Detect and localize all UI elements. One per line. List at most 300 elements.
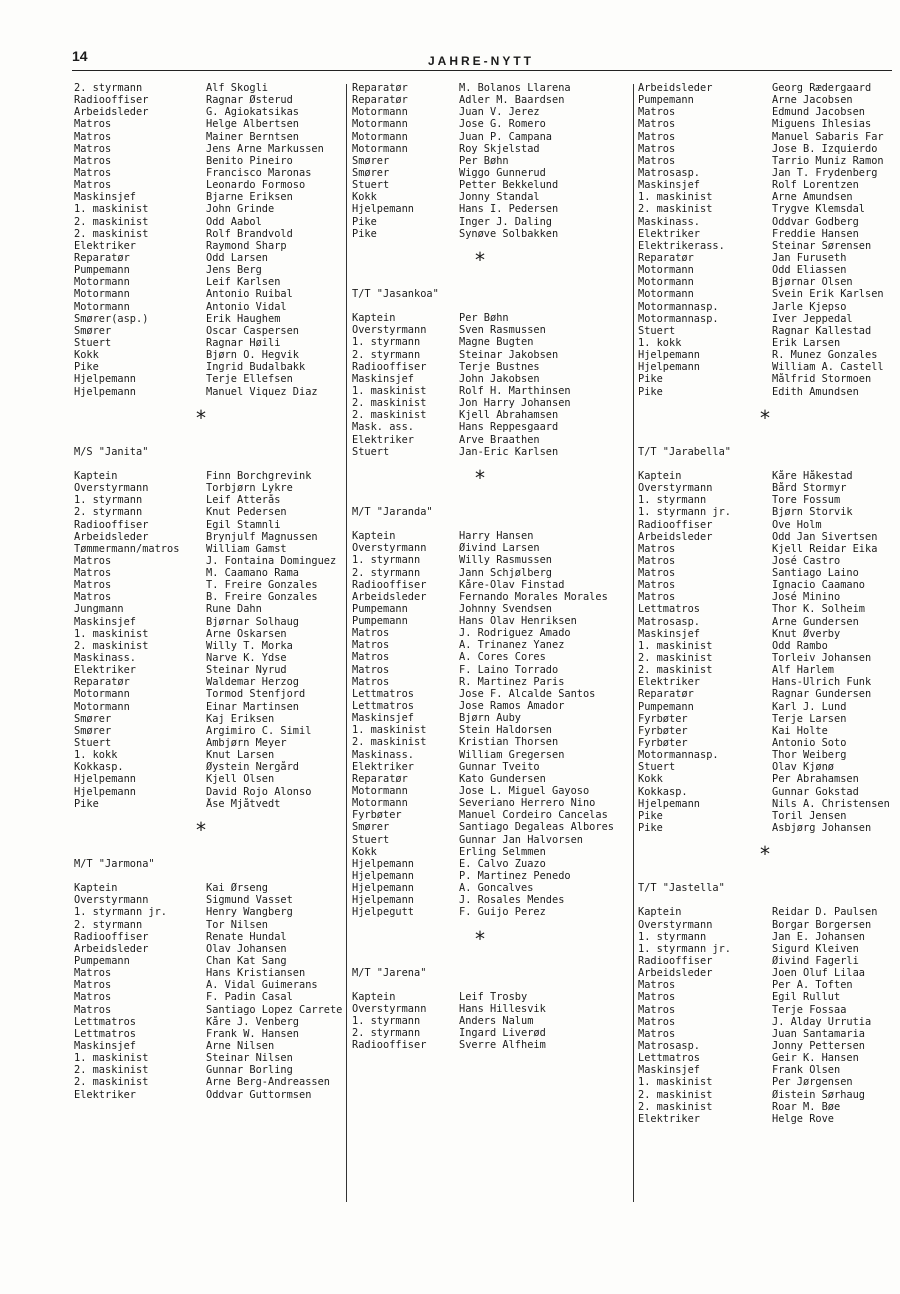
- crew-row: [638, 955, 894, 967]
- section-separator: [74, 398, 346, 446]
- crew-name: Kristian Thorsen: [459, 736, 559, 749]
- crew-row: [638, 313, 894, 325]
- crew-row: [638, 373, 894, 385]
- crew-name: Bjørn Storvik: [772, 506, 853, 519]
- crew-row: [74, 786, 346, 798]
- crew-row: [352, 361, 637, 373]
- crew-name: Iver Jeppedal: [772, 312, 853, 325]
- crew-role: Elektriker: [638, 1112, 700, 1125]
- crew-row: [74, 931, 346, 943]
- crew-role: Overstyrmann: [74, 482, 149, 495]
- column-divider: [346, 84, 347, 1202]
- crew-row: [638, 543, 894, 555]
- crew-role: 1. kokk: [74, 749, 118, 762]
- crew-role: 1. styrmann: [352, 1015, 421, 1028]
- crew-role: Reparatør: [352, 772, 408, 785]
- crew-row: [638, 203, 894, 215]
- crew-name: John Grinde: [206, 203, 275, 216]
- crew-name: Sigmund Vasset: [206, 894, 293, 907]
- crew-name: Helge Rove: [772, 1112, 834, 1125]
- crew-row: [638, 506, 894, 518]
- crew-row: [352, 736, 637, 748]
- crew-name: Terje Larsen: [772, 712, 847, 725]
- crew-row: [74, 991, 346, 1003]
- crew-row: [74, 640, 346, 652]
- crew-name: Arne Amundsen: [772, 191, 853, 204]
- crew-name: Petter Bekkelund: [459, 179, 559, 192]
- crew-name: Sven Rasmussen: [459, 324, 546, 337]
- crew-row: [352, 421, 637, 433]
- crew-role: 2. maskinist: [352, 736, 427, 749]
- crew-row: [352, 373, 637, 385]
- crew-role: 2. maskinist: [638, 1088, 713, 1101]
- crew-row: [74, 1004, 346, 1016]
- crew-row: [74, 228, 346, 240]
- crew-row: [74, 494, 346, 506]
- crew-role: Maskinass.: [352, 748, 414, 761]
- crew-role: Arbeidsleder: [352, 590, 427, 603]
- crew-row: [352, 434, 637, 446]
- crew-name: Jose G. Romero: [459, 118, 546, 131]
- spacer: [352, 979, 637, 991]
- crew-role: Kokk: [74, 349, 99, 362]
- crew-row: [74, 1052, 346, 1064]
- crew-name: Jan E. Johansen: [772, 930, 865, 943]
- spacer: [74, 458, 346, 470]
- crew-name: Rolf Brandvold: [206, 227, 293, 240]
- crew-role: Radiooffiser: [638, 955, 713, 967]
- crew-name: Brynjulf Magnussen: [206, 530, 318, 543]
- crew-name: Erling Selmmen: [459, 845, 546, 858]
- crew-name: Per Bøhn: [459, 312, 509, 325]
- crew-name: Torbjørn Lykre: [206, 482, 293, 495]
- crew-name: Jose L. Miguel Gayoso: [459, 785, 590, 798]
- crew-name: R. Martinez Paris: [459, 675, 565, 688]
- crew-row: [352, 761, 637, 773]
- crew-name: Finn Borchgrevink: [206, 469, 312, 482]
- crew-row: [352, 773, 637, 785]
- crew-role: Motormannasp.: [638, 749, 719, 762]
- crew-row: [638, 688, 894, 700]
- crew-role: 2. styrmann: [74, 506, 143, 519]
- crew-name: Arne Gundersen: [772, 615, 859, 628]
- crew-role: Hjelpemann: [638, 349, 700, 362]
- crew-name: Joen Oluf Lilaa: [772, 967, 865, 980]
- crew-row: [638, 167, 894, 179]
- crew-name: Steinar Jakobsen: [459, 348, 559, 361]
- crew-name: David Rojo Alonso: [206, 785, 312, 798]
- crew-name: Alf Skogli: [206, 82, 268, 94]
- crew-row: [74, 603, 346, 615]
- crew-name: T. Freire Gonzales: [206, 579, 318, 592]
- crew-name: Arne Nilsen: [206, 1039, 275, 1052]
- crew-role: 2. maskinist: [74, 639, 149, 652]
- crew-row: [638, 616, 894, 628]
- crew-role: Motormann: [352, 797, 408, 810]
- crew-row: [352, 639, 637, 651]
- crew-name: Rolf H. Marthinsen: [459, 384, 571, 397]
- crew-name: José Minino: [772, 591, 841, 604]
- crew-row: [638, 82, 894, 94]
- crew-name: Antonio Soto: [772, 737, 847, 750]
- crew-name: Terje Fossaa: [772, 1003, 847, 1016]
- crew-name: Kaj Eriksen: [206, 712, 275, 725]
- crew-name: Gunnar Tveito: [459, 760, 540, 773]
- crew-name: Svein Erik Karlsen: [772, 288, 884, 301]
- crew-role: Fyrbøter: [352, 809, 402, 822]
- crew-row: [638, 1016, 894, 1028]
- crew-role: 1. maskinist: [352, 384, 427, 397]
- crew-row: [638, 591, 894, 603]
- crew-row: [352, 579, 637, 591]
- crew-name: Kjell Reidar Eika: [772, 542, 878, 555]
- crew-role: Overstyrmann: [352, 542, 427, 555]
- crew-row: [74, 761, 346, 773]
- crew-row: [352, 94, 637, 106]
- ship-name: T/T "Jarabella": [638, 445, 731, 458]
- crew-role: Maskinass.: [638, 215, 700, 228]
- crew-row: [74, 652, 346, 664]
- crew-role: Stuert: [352, 179, 390, 192]
- column-1: [74, 82, 346, 1101]
- crew-role: Radiooffiser: [74, 518, 149, 531]
- crew-name: Einar Martinsen: [206, 700, 299, 713]
- crew-name: Odd Jan Sivertsen: [772, 530, 878, 543]
- crew-name: Jose B. Izquierdo: [772, 142, 878, 155]
- crew-row: [74, 713, 346, 725]
- crew-row: [638, 470, 894, 482]
- crew-role: Fyrbøter: [638, 737, 688, 750]
- section-separator: [352, 240, 637, 288]
- crew-row: [638, 749, 894, 761]
- crew-role: Kaptein: [74, 882, 118, 895]
- crew-name: Arne Berg-Andreassen: [206, 1076, 330, 1089]
- ship-name: T/T "Jastella": [638, 882, 725, 895]
- crew-row: [638, 106, 894, 118]
- crew-role: Elektrikerass.: [638, 239, 725, 252]
- crew-role: Maskinsjef: [638, 1064, 700, 1077]
- crew-name: Ragnar Gundersen: [772, 688, 872, 701]
- crew-name: Benito Pineiro: [206, 154, 293, 167]
- crew-name: Edith Amundsen: [772, 385, 859, 398]
- crew-name: Bjørn Auby: [459, 712, 521, 725]
- crew-row: [74, 361, 346, 373]
- crew-role: Smører: [74, 712, 112, 725]
- crew-role: Reparatør: [352, 82, 408, 94]
- crew-row: [638, 240, 894, 252]
- crew-role: Pumpemann: [638, 700, 694, 713]
- crew-role: Hjelpemann: [638, 361, 700, 374]
- crew-role: Pike: [74, 361, 99, 374]
- crew-role: 2. maskinist: [352, 409, 427, 422]
- crew-role: Matros: [74, 567, 112, 580]
- crew-name: Ingard Liverød: [459, 1027, 546, 1040]
- crew-role: 2. maskinist: [638, 664, 713, 677]
- crew-role: Matrosasp.: [638, 615, 700, 628]
- crew-role: Maskinsjef: [74, 1039, 136, 1052]
- crew-row: [352, 228, 637, 240]
- crew-name: Kai Ørseng: [206, 882, 268, 895]
- crew-name: Willy Rasmussen: [459, 554, 552, 567]
- crew-row: [352, 712, 637, 724]
- crew-name: Odd Larsen: [206, 251, 268, 264]
- crew-row: [74, 591, 346, 603]
- crew-row: [74, 628, 346, 640]
- crew-name: J. Fontaina Dominguez: [206, 554, 337, 567]
- crew-name: Jan T. Frydenberg: [772, 166, 878, 179]
- crew-row: [638, 482, 894, 494]
- crew-name: Jarle Kjepso: [772, 300, 847, 313]
- crew-role: Kokkasp.: [74, 761, 124, 774]
- crew-role: Matros: [638, 542, 676, 555]
- crew-role: Matros: [74, 979, 112, 992]
- crew-role: Matros: [638, 1015, 676, 1028]
- crew-row: [638, 713, 894, 725]
- crew-row: [74, 1076, 346, 1088]
- crew-role: Smører: [352, 166, 390, 179]
- crew-row: [638, 943, 894, 955]
- crew-name: Kåre Håkestad: [772, 469, 853, 482]
- crew-row: [352, 834, 637, 846]
- crew-row: [74, 118, 346, 130]
- crew-role: Matros: [352, 639, 390, 652]
- crew-name: Steinar Nyrud: [206, 664, 287, 677]
- crew-row: [638, 603, 894, 615]
- ship-name: T/T "Jasankoa": [352, 287, 439, 300]
- crew-row: [74, 94, 346, 106]
- crew-role: Jungmann: [74, 603, 124, 616]
- crew-row: [74, 167, 346, 179]
- crew-row: [74, 567, 346, 579]
- section-separator: [74, 810, 346, 858]
- crew-name: Borgar Borgersen: [772, 918, 872, 931]
- crew-role: Maskinsjef: [638, 627, 700, 640]
- crew-role: Radiooffiser: [352, 360, 427, 373]
- crew-name: Anders Nalum: [459, 1015, 534, 1028]
- crew-row: [352, 118, 637, 130]
- crew-name: Knut Øverby: [772, 627, 841, 640]
- crew-row: [638, 1040, 894, 1052]
- crew-name: Willy T. Morka: [206, 639, 293, 652]
- crew-role: Matros: [74, 179, 112, 192]
- crew-name: Arne Jacobsen: [772, 94, 853, 107]
- crew-row: [638, 967, 894, 979]
- crew-role: Matros: [352, 627, 390, 640]
- crew-name: Antonio Ruibal: [206, 288, 293, 301]
- crew-name: Per Bøhn: [459, 154, 509, 167]
- crew-name: Ove Holm: [772, 518, 822, 531]
- crew-row: [638, 991, 894, 1003]
- crew-row: [74, 725, 346, 737]
- crew-name: Asbjørg Johansen: [772, 822, 872, 835]
- crew-row: [638, 216, 894, 228]
- crew-role: 1. kokk: [638, 336, 682, 349]
- crew-name: John Jakobsen: [459, 372, 540, 385]
- spacer: [638, 894, 894, 906]
- crew-role: Fyrbøter: [638, 712, 688, 725]
- crew-name: Jan Furuseth: [772, 251, 847, 264]
- crew-row: [638, 1052, 894, 1064]
- crew-role: 1. maskinist: [74, 203, 149, 216]
- crew-row: [74, 325, 346, 337]
- crew-role: Lettmatros: [74, 1027, 136, 1040]
- crew-role: 1. maskinist: [74, 627, 149, 640]
- crew-row: [74, 288, 346, 300]
- asterisk-separator: *: [475, 926, 485, 951]
- crew-role: Maskinsjef: [74, 191, 136, 204]
- crew-name: Santiago Lopez Carrete: [206, 1003, 343, 1016]
- crew-role: Motormann: [74, 288, 130, 301]
- crew-name: Oddvar Guttormsen: [206, 1088, 312, 1101]
- crew-role: Matros: [638, 567, 676, 580]
- crew-name: Adler M. Baardsen: [459, 94, 565, 107]
- crew-name: Gunnar Gokstad: [772, 785, 859, 798]
- crew-row: [638, 155, 894, 167]
- crew-row: [352, 1039, 637, 1051]
- crew-role: Matros: [74, 554, 112, 567]
- crew-role: Motormann: [74, 700, 130, 713]
- crew-role: Maskinsjef: [352, 372, 414, 385]
- crew-row: [638, 786, 894, 798]
- crew-name: F. Guijo Perez: [459, 906, 546, 919]
- crew-row: [74, 191, 346, 203]
- crew-name: Kåre J. Venberg: [206, 1015, 299, 1028]
- crew-name: Renate Hundal: [206, 930, 287, 943]
- crew-row: [638, 761, 894, 773]
- crew-row: [638, 822, 894, 834]
- crew-role: Motormann: [352, 785, 408, 798]
- crew-name: Øystein Nergård: [206, 761, 299, 774]
- crew-name: Ragnar Østerud: [206, 94, 293, 107]
- crew-role: Matros: [638, 130, 676, 143]
- crew-name: Santiago Laino: [772, 567, 859, 580]
- crew-name: Ingrid Budalbakk: [206, 361, 306, 374]
- crew-row: [638, 276, 894, 288]
- crew-role: Pike: [638, 822, 663, 835]
- crew-name: Tor Nilsen: [206, 918, 268, 931]
- crew-row: [352, 688, 637, 700]
- crew-row: [638, 640, 894, 652]
- crew-role: Matros: [352, 651, 390, 664]
- crew-row: [638, 143, 894, 155]
- crew-role: Pike: [352, 227, 377, 240]
- crew-name: Jan-Eric Karlsen: [459, 445, 559, 458]
- crew-row: [638, 519, 894, 531]
- crew-role: 2. maskinist: [74, 1076, 149, 1089]
- crew-role: Hjelpemann: [638, 797, 700, 810]
- crew-name: Øivind Fagerli: [772, 955, 859, 967]
- crew-role: Smører: [352, 821, 390, 834]
- crew-role: Kaptein: [352, 530, 396, 543]
- crew-role: Pike: [638, 373, 663, 386]
- crew-role: Stuert: [352, 833, 390, 846]
- crew-name: J. Rodriguez Amado: [459, 627, 571, 640]
- asterisk-separator: *: [475, 247, 485, 272]
- crew-name: Stein Haldorsen: [459, 724, 552, 737]
- crew-row: [74, 906, 346, 918]
- crew-row: [638, 676, 894, 688]
- crew-role: Reparatør: [638, 688, 694, 701]
- crew-name: Ragnar Høili: [206, 336, 281, 349]
- crew-name: Roy Skjelstad: [459, 142, 540, 155]
- crew-role: Arbeidsleder: [74, 530, 149, 543]
- crew-name: Juan Santamaria: [772, 1027, 865, 1040]
- crew-row: [638, 288, 894, 300]
- crew-row: [74, 506, 346, 518]
- section-separator: [638, 834, 894, 882]
- page-number: 14: [72, 48, 88, 64]
- crew-name: Erik Larsen: [772, 336, 841, 349]
- crew-row: [352, 409, 637, 421]
- crew-row: [638, 131, 894, 143]
- crew-name: Reidar D. Paulsen: [772, 906, 878, 919]
- crew-name: Bjørnar Solhaug: [206, 615, 299, 628]
- crew-name: Manuel Cordeiro Cancelas: [459, 809, 608, 822]
- crew-name: Per Abrahamsen: [772, 773, 859, 786]
- crew-row: [74, 1064, 346, 1076]
- crew-name: Steinar Sørensen: [772, 239, 872, 252]
- asterisk-separator: *: [760, 842, 770, 867]
- crew-row: [352, 870, 637, 882]
- crew-row: [74, 616, 346, 628]
- crew-role: Lettmatros: [638, 1052, 700, 1065]
- crew-row: [352, 131, 637, 143]
- crew-role: Matros: [638, 1003, 676, 1016]
- crew-row: [638, 264, 894, 276]
- crew-name: Raymond Sharp: [206, 239, 287, 252]
- crew-role: Motormann: [352, 118, 408, 131]
- crew-role: Kokk: [352, 191, 377, 204]
- crew-name: Sverre Alfheim: [459, 1039, 546, 1052]
- crew-row: [638, 94, 894, 106]
- crew-name: Frank Olsen: [772, 1064, 841, 1077]
- crew-row: [74, 664, 346, 676]
- crew-name: J. Alday Urrutia: [772, 1015, 872, 1028]
- crew-role: Kokk: [638, 773, 663, 786]
- crew-row: [74, 131, 346, 143]
- crew-name: José Castro: [772, 554, 841, 567]
- crew-role: Matros: [638, 118, 676, 131]
- crew-row: [352, 143, 637, 155]
- crew-row: [74, 349, 346, 361]
- crew-role: Arbeidsleder: [638, 82, 713, 94]
- crew-role: Matros: [638, 979, 676, 992]
- crew-row: [352, 385, 637, 397]
- crew-role: 2. styrmann: [74, 918, 143, 931]
- crew-row: [352, 906, 637, 918]
- crew-role: Kaptein: [352, 312, 396, 325]
- crew-row: [352, 397, 637, 409]
- crew-role: Motormann: [352, 142, 408, 155]
- crew-name: Hans Hillesvik: [459, 1003, 546, 1015]
- page-title: JAHRE-NYTT: [428, 54, 535, 68]
- crew-name: Steinar Nilsen: [206, 1052, 293, 1065]
- crew-name: Olav Johansen: [206, 942, 287, 955]
- crew-role: Elektriker: [74, 1088, 136, 1101]
- crew-role: 2. maskinist: [352, 397, 427, 410]
- crew-role: Motormann: [352, 130, 408, 143]
- crew-role: Hjelpemann: [74, 385, 136, 398]
- crew-role: Pumpemann: [352, 615, 408, 628]
- crew-row: [74, 979, 346, 991]
- crew-row: [74, 579, 346, 591]
- crew-name: Jann Schjølberg: [459, 566, 552, 579]
- crew-row: [638, 919, 894, 931]
- crew-row: [352, 179, 637, 191]
- crew-name: Bjørnar Olsen: [772, 276, 853, 289]
- crew-role: Mask. ass.: [352, 421, 414, 434]
- crew-role: 1. styrmann jr.: [638, 942, 731, 955]
